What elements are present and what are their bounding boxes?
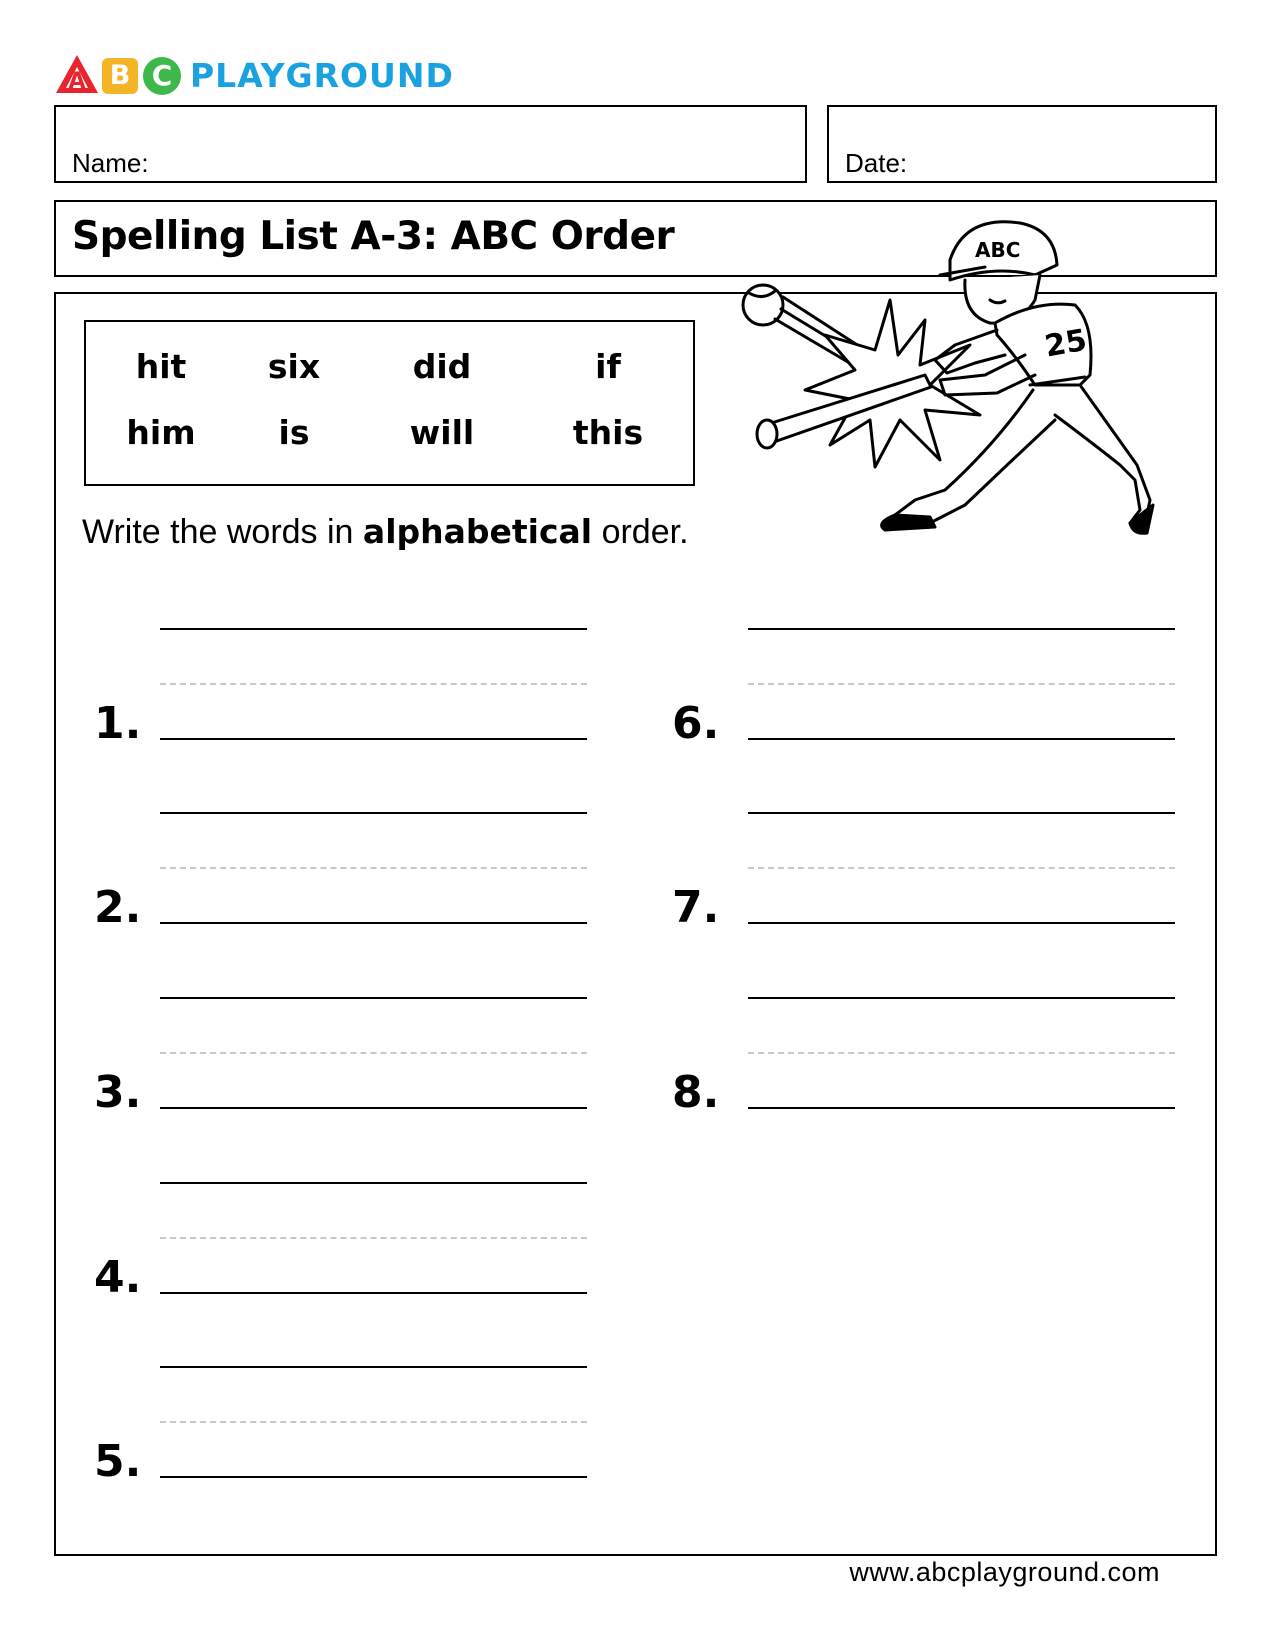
answer-number: 6. bbox=[672, 698, 720, 749]
word-bank-item: is bbox=[278, 413, 310, 452]
answer-number: 3. bbox=[94, 1067, 142, 1118]
answer-line-1[interactable] bbox=[160, 738, 587, 740]
baseball-batter-icon bbox=[735, 205, 1215, 555]
answer-number: 2. bbox=[94, 882, 142, 933]
logo-wordmark: PLAYGROUND bbox=[190, 56, 454, 95]
mid-line bbox=[160, 1237, 587, 1239]
answer-line-5[interactable] bbox=[160, 1476, 587, 1478]
top-line bbox=[160, 1366, 587, 1368]
answer-line-2[interactable] bbox=[160, 922, 587, 924]
name-field[interactable] bbox=[54, 105, 807, 183]
word-bank-item: this bbox=[572, 413, 644, 452]
footer-url[interactable]: www.abcplayground.com bbox=[849, 1557, 1160, 1587]
date-label: Date: bbox=[845, 148, 908, 178]
mid-line bbox=[748, 1052, 1175, 1054]
top-line bbox=[160, 1182, 587, 1184]
answer-line-4[interactable] bbox=[160, 1292, 587, 1294]
top-line bbox=[748, 628, 1175, 630]
top-line bbox=[160, 997, 587, 999]
top-line bbox=[160, 812, 587, 814]
instruction-suffix: order. bbox=[592, 513, 689, 551]
answer-number: 5. bbox=[94, 1436, 142, 1487]
word-bank-item: him bbox=[126, 413, 196, 452]
answer-number: 4. bbox=[94, 1252, 142, 1303]
instruction-emphasis: alphabetical bbox=[362, 512, 593, 551]
svg-text:ABC: ABC bbox=[975, 238, 1021, 262]
word-bank-item: six bbox=[267, 347, 321, 386]
logo-a-icon bbox=[55, 54, 99, 94]
word-bank bbox=[84, 320, 695, 486]
instruction-text bbox=[82, 512, 689, 552]
answer-number: 8. bbox=[672, 1067, 720, 1118]
page-title: Spelling List A-3: ABC Order bbox=[72, 214, 675, 259]
answer-line-7[interactable] bbox=[748, 922, 1175, 924]
instruction-prefix: Write the words in bbox=[82, 513, 363, 551]
top-line bbox=[160, 628, 587, 630]
name-label: Name: bbox=[72, 148, 149, 178]
mid-line bbox=[160, 1052, 587, 1054]
answer-line-3[interactable] bbox=[160, 1107, 587, 1109]
word-bank-item: hit bbox=[135, 347, 187, 386]
svg-text:25: 25 bbox=[1042, 322, 1090, 365]
word-bank-item: if bbox=[595, 347, 621, 386]
answer-number: 7. bbox=[672, 882, 720, 933]
mid-line bbox=[748, 683, 1175, 685]
word-bank-item: will bbox=[409, 413, 475, 452]
mid-line bbox=[160, 1421, 587, 1423]
top-line bbox=[748, 812, 1175, 814]
answer-line-6[interactable] bbox=[748, 738, 1175, 740]
answer-number: 1. bbox=[94, 698, 142, 749]
mid-line bbox=[748, 867, 1175, 869]
mid-line bbox=[160, 683, 587, 685]
date-field[interactable] bbox=[827, 105, 1217, 183]
svg-text:A: A bbox=[68, 69, 86, 94]
logo-c: C bbox=[143, 57, 181, 95]
top-line bbox=[748, 997, 1175, 999]
mid-line bbox=[160, 867, 587, 869]
logo-b: B bbox=[102, 58, 138, 94]
word-bank-item: did bbox=[412, 347, 472, 386]
answer-line-8[interactable] bbox=[748, 1107, 1175, 1109]
